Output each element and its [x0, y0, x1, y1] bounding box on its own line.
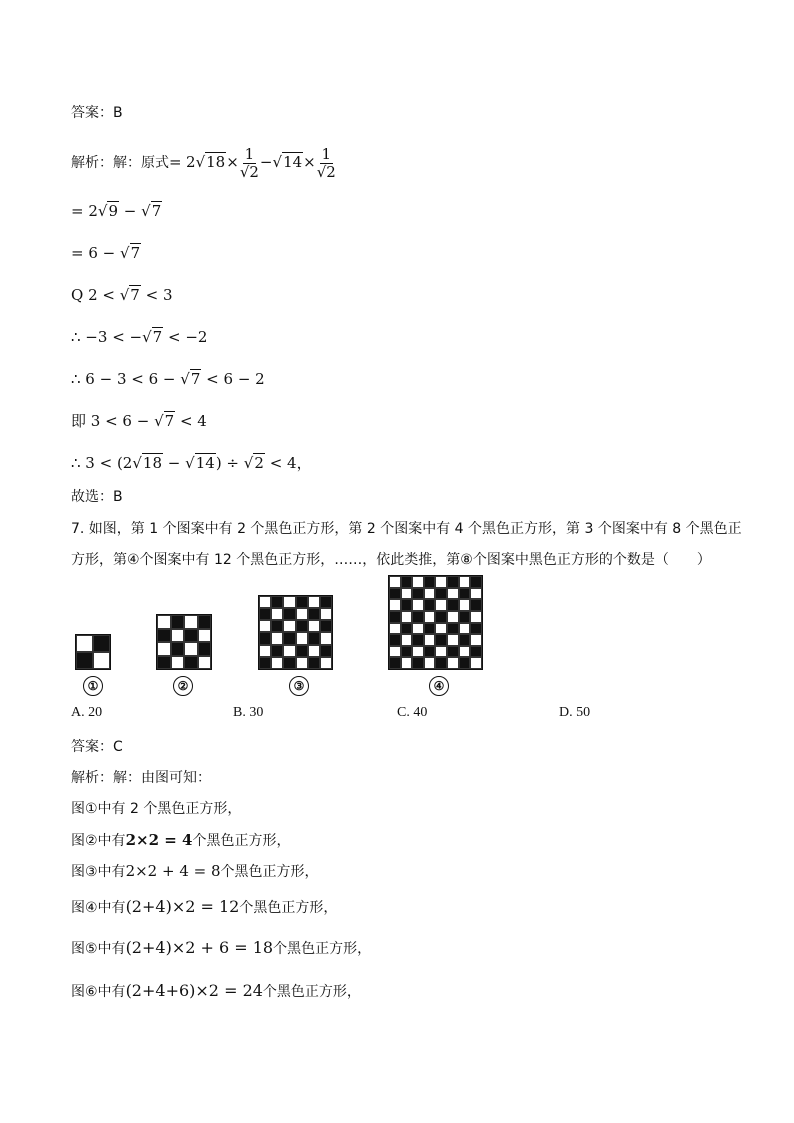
- question-7-line-1: 7. 如图，第 1 个图案中有 2 个黑色正方形，第 2 个图案中有 4 个黑色正方形，第 3 个图案中有 8 个黑色正: [71, 521, 742, 537]
- solution-2-intro: 解析：解：由图可知：: [71, 770, 211, 786]
- black-square: [198, 615, 212, 629]
- black-square: [308, 657, 320, 669]
- white-square: [296, 608, 308, 620]
- checkerboard-grid: [156, 614, 212, 670]
- black-square: [171, 615, 185, 629]
- black-square: [412, 657, 424, 669]
- white-square: [171, 656, 185, 670]
- option-b[interactable]: B. 30: [233, 705, 264, 720]
- black-square: [184, 629, 198, 643]
- solution-2-line-4: 图④中有(2+4)×2 = 12个黑色正方形，: [71, 897, 338, 916]
- black-square: [259, 632, 271, 644]
- solution-1-line-8: ∴ 3 < (2√18 − √14) ÷ √2 < 4，: [71, 454, 312, 472]
- white-square: [401, 657, 413, 669]
- solution-1-line-4: Q 2 < √7 < 3: [71, 286, 173, 304]
- black-square: [157, 629, 171, 643]
- white-square: [435, 623, 447, 635]
- white-square: [435, 599, 447, 611]
- black-square: [389, 634, 401, 646]
- black-square: [447, 599, 459, 611]
- white-square: [283, 596, 295, 608]
- black-square: [157, 656, 171, 670]
- figure-label-2: ②: [173, 676, 193, 696]
- white-square: [389, 646, 401, 658]
- white-square: [389, 599, 401, 611]
- white-square: [157, 615, 171, 629]
- pattern-figures: [71, 578, 731, 696]
- white-square: [459, 646, 471, 658]
- black-square: [424, 576, 436, 588]
- white-square: [184, 642, 198, 656]
- white-square: [259, 620, 271, 632]
- white-square: [459, 576, 471, 588]
- black-square: [283, 608, 295, 620]
- solution-1-line-7: 即 3 < 6 − √7 < 4: [71, 412, 207, 430]
- black-square: [283, 657, 295, 669]
- white-square: [412, 623, 424, 635]
- white-square: [198, 629, 212, 643]
- black-square: [435, 611, 447, 623]
- white-square: [283, 645, 295, 657]
- black-square: [424, 646, 436, 658]
- option-a[interactable]: A. 20: [71, 705, 103, 720]
- white-square: [424, 588, 436, 600]
- solution-1-line-1: 解析：解：原式= 2√18× $\frac{1}{√2}$ −√14× $\frac{1}{√2}$: [71, 140, 337, 184]
- black-square: [259, 608, 271, 620]
- white-square: [447, 611, 459, 623]
- black-square: [389, 657, 401, 669]
- white-square: [470, 634, 482, 646]
- black-square: [459, 588, 471, 600]
- black-square: [412, 611, 424, 623]
- black-square: [308, 632, 320, 644]
- black-square: [184, 656, 198, 670]
- black-square: [435, 634, 447, 646]
- black-square: [389, 588, 401, 600]
- white-square: [184, 615, 198, 629]
- black-square: [401, 623, 413, 635]
- black-square: [296, 645, 308, 657]
- white-square: [389, 623, 401, 635]
- black-square: [271, 620, 283, 632]
- black-square: [447, 623, 459, 635]
- fraction-1-over-sqrt2-b: $\frac{1}{√2}$: [316, 144, 336, 181]
- black-square: [76, 652, 93, 669]
- black-square: [424, 623, 436, 635]
- answer-line-2: 答案：C: [71, 739, 123, 755]
- figure-label-3: ③: [289, 676, 309, 696]
- black-square: [401, 646, 413, 658]
- white-square: [283, 620, 295, 632]
- white-square: [308, 645, 320, 657]
- white-square: [157, 642, 171, 656]
- black-square: [470, 599, 482, 611]
- black-square: [401, 599, 413, 611]
- white-square: [271, 657, 283, 669]
- white-square: [271, 632, 283, 644]
- choice-line-1: 故选：B: [71, 489, 123, 505]
- white-square: [308, 620, 320, 632]
- white-square: [271, 608, 283, 620]
- solution-1-line-2: = 2√9 − √7: [71, 202, 162, 220]
- white-square: [296, 657, 308, 669]
- black-square: [271, 596, 283, 608]
- white-square: [412, 576, 424, 588]
- white-square: [320, 657, 332, 669]
- white-square: [308, 596, 320, 608]
- solution-2-line-5: 图⑤中有(2+4)×2 + 6 = 18个黑色正方形，: [71, 938, 372, 957]
- white-square: [447, 634, 459, 646]
- sqrt-14: √14: [272, 153, 303, 171]
- white-square: [320, 632, 332, 644]
- white-square: [76, 635, 93, 652]
- white-square: [171, 629, 185, 643]
- black-square: [320, 645, 332, 657]
- black-square: [389, 611, 401, 623]
- white-square: [198, 656, 212, 670]
- white-square: [424, 611, 436, 623]
- black-square: [412, 588, 424, 600]
- black-square: [283, 632, 295, 644]
- white-square: [320, 608, 332, 620]
- black-square: [296, 620, 308, 632]
- question-7-line-2: 方形，第④个图案中有 12 个黑色正方形，……，依此类推，第⑧个图案中黑色正方形的个数是（ ）: [71, 552, 711, 568]
- black-square: [470, 623, 482, 635]
- black-square: [198, 642, 212, 656]
- black-square: [459, 634, 471, 646]
- black-square: [171, 642, 185, 656]
- black-square: [447, 576, 459, 588]
- solution-1-line-5: ∴ −3 < −√7 < −2: [71, 328, 208, 346]
- white-square: [424, 657, 436, 669]
- black-square: [259, 657, 271, 669]
- white-square: [412, 599, 424, 611]
- white-square: [259, 645, 271, 657]
- figure-label-4: ④: [429, 676, 449, 696]
- white-square: [447, 588, 459, 600]
- option-c[interactable]: C. 40: [397, 705, 428, 720]
- black-square: [470, 576, 482, 588]
- white-square: [259, 596, 271, 608]
- white-square: [447, 657, 459, 669]
- solution-2-line-6: 图⑥中有(2+4+6)×2 = 24个黑色正方形，: [71, 981, 361, 1000]
- white-square: [93, 652, 110, 669]
- solution-1-line-6: ∴ 6 − 3 < 6 − √7 < 6 − 2: [71, 370, 265, 388]
- checkerboard-grid: [388, 575, 483, 670]
- white-square: [424, 634, 436, 646]
- black-square: [412, 634, 424, 646]
- coefficient: 2: [186, 153, 196, 171]
- answer-line-1: 答案：B: [71, 105, 123, 121]
- black-square: [308, 608, 320, 620]
- solution-prefix: 解析：解：原式: [71, 155, 169, 171]
- white-square: [470, 588, 482, 600]
- white-square: [435, 646, 447, 658]
- black-square: [320, 596, 332, 608]
- black-square: [459, 657, 471, 669]
- figure-label-1: ①: [83, 676, 103, 696]
- black-square: [447, 646, 459, 658]
- solution-2-line-3: 图③中有2×2 + 4 = 8个黑色正方形，: [71, 862, 319, 880]
- sqrt-18: √18: [195, 153, 226, 171]
- black-square: [459, 611, 471, 623]
- black-square: [470, 646, 482, 658]
- black-square: [424, 599, 436, 611]
- black-square: [435, 657, 447, 669]
- white-square: [401, 588, 413, 600]
- solution-2-line-1: 图①中有 2 个黑色正方形，: [71, 801, 242, 817]
- fraction-1-over-sqrt2: $\frac{1}{√2}$: [239, 144, 259, 181]
- solution-2-line-2: 图②中有2×2 = 4个黑色正方形，: [71, 831, 291, 849]
- white-square: [470, 611, 482, 623]
- black-square: [320, 620, 332, 632]
- option-d[interactable]: D. 50: [559, 705, 591, 720]
- white-square: [412, 646, 424, 658]
- black-square: [271, 645, 283, 657]
- white-square: [296, 632, 308, 644]
- black-square: [296, 596, 308, 608]
- black-square: [401, 576, 413, 588]
- black-square: [435, 588, 447, 600]
- checkerboard-grid: [258, 595, 333, 670]
- white-square: [401, 611, 413, 623]
- black-square: [93, 635, 110, 652]
- white-square: [389, 576, 401, 588]
- white-square: [459, 599, 471, 611]
- white-square: [435, 576, 447, 588]
- white-square: [459, 623, 471, 635]
- white-square: [470, 657, 482, 669]
- white-square: [401, 634, 413, 646]
- solution-1-line-3: = 6 − √7: [71, 244, 141, 262]
- checkerboard-grid: [75, 634, 111, 670]
